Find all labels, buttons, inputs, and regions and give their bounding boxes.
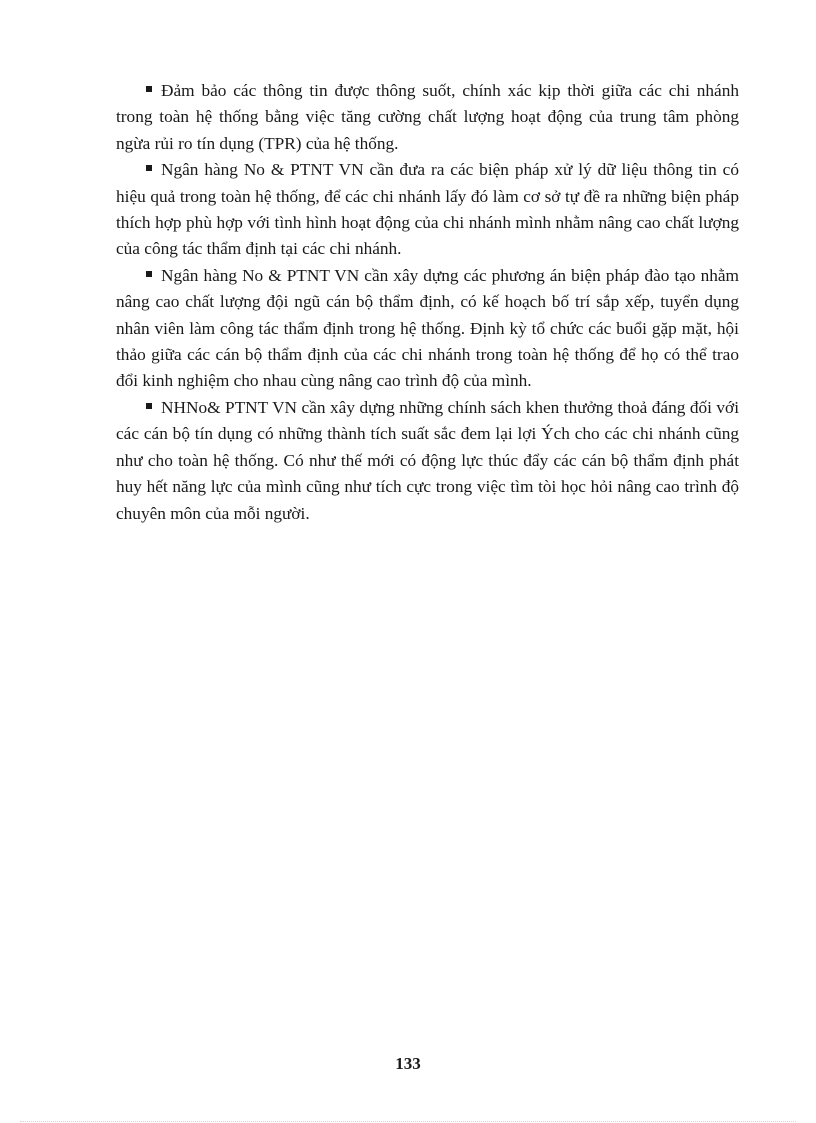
square-bullet-icon (146, 271, 152, 277)
paragraph-1 (116, 78, 739, 157)
paragraph-text: Đảm bảo các thông tin được thông suốt, chính xác kịp thời giữa các chi nhánh trong toàn hệ thống bằng việc tăng cường chất lượng hoạt động của trung tâm phòng ngừa rủi ro tín dụng (TPR) của hệ thống. (116, 81, 739, 153)
paragraph-4 (116, 395, 739, 527)
square-bullet-icon (146, 165, 152, 171)
body-text (116, 78, 739, 527)
square-bullet-icon (146, 403, 152, 409)
page-bottom-divider (20, 1121, 796, 1122)
page-number: 133 (395, 1054, 421, 1073)
paragraph-text: Ngân hàng No & PTNT VN cần đưa ra các biện pháp xử lý dữ liệu thông tin có hiệu quả trong toàn hệ thống, để các chi nhánh lấy đó làm cơ sở tự đề ra những biện pháp thích hợp phù hợp với tình hình hoạt động của chi nhánh mình nhằm nâng cao chất lượng của công tác thẩm định tại các chi nhánh. (116, 160, 739, 259)
paragraph-3 (116, 263, 739, 395)
paragraph-text: Ngân hàng No & PTNT VN cần xây dựng các phương án biện pháp đào tạo nhằm nâng cao chất lượng đội ngũ cán bộ thẩm định, có kế hoạch bố trí sắp xếp, tuyển dụng nhân viên làm công tác thẩm định trong hệ thống. Định kỳ tổ chức các buổi gặp mặt, hội thảo giữa các cán bộ thẩm định của các chi nhánh trong toàn hệ thống để họ có thể trao đổi kinh nghiệm cho nhau cùng nâng cao trình độ của mình. (116, 265, 739, 391)
square-bullet-icon (146, 86, 152, 92)
paragraph-text: NHNo& PTNT VN cần xây dựng những chính sách khen thưởng thoả đáng đối với các cán bộ tín dụng có những thành tích suất sắc đem lại lợi Ých cho các chi nhánh cũng như cho toàn hệ thống. Có như thế mới có động lực thúc đẩy các cán bộ thẩm định phát huy hết năng lực của mình cũng như tích cực trong việc tìm tòi học hỏi nâng cao trình độ chuyên môn của mỗi người. (116, 397, 739, 523)
paragraph-2 (116, 157, 739, 263)
